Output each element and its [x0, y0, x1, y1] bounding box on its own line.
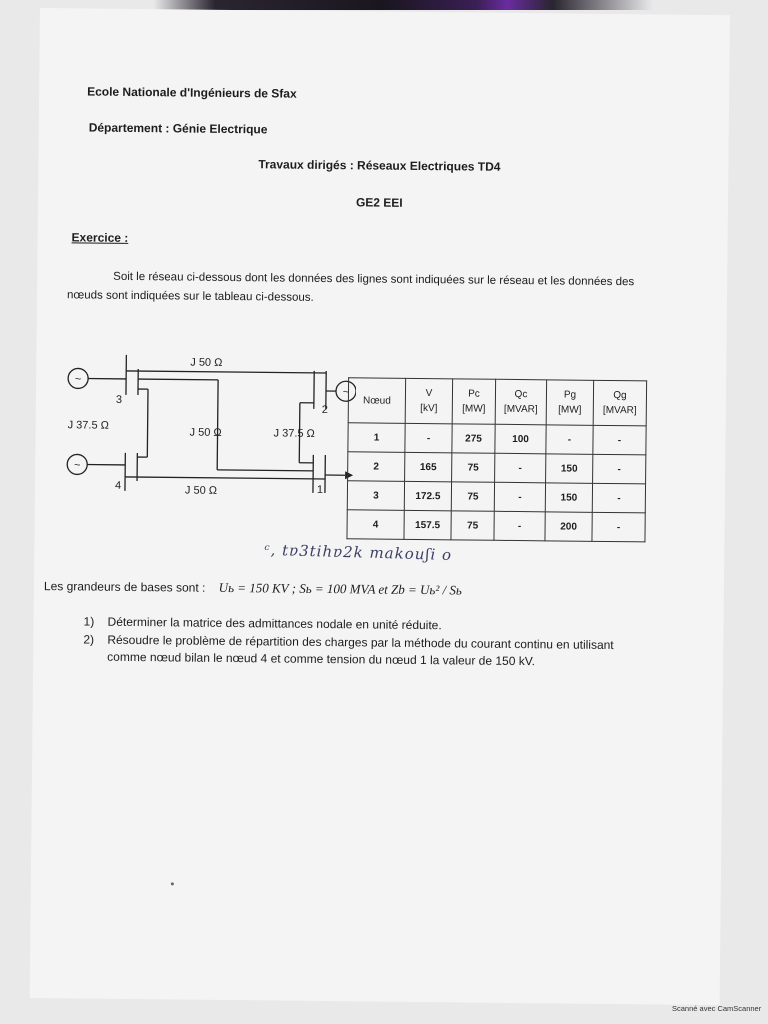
- svg-text:~: ~: [74, 373, 82, 386]
- table-row: [348, 452, 646, 484]
- table-cell: 1: [348, 423, 405, 453]
- table-cell: -: [405, 423, 452, 452]
- generator-bus4-icon: [67, 454, 87, 474]
- header-v: V [kV]: [405, 378, 452, 423]
- svg-text:~: ~: [73, 459, 81, 472]
- bases-label: Les grandeurs de bases sont :: [43, 579, 206, 595]
- table-cell: 275: [452, 424, 495, 453]
- table-cell: 75: [451, 511, 494, 540]
- bases-formula: Uь = 150 KV ; Sь = 100 MVA et Zb = Uь² / Sь: [218, 579, 462, 598]
- table-cell: 150: [545, 483, 592, 512]
- header-pc: Pc [MW]: [452, 379, 495, 424]
- table-cell: -: [495, 453, 546, 483]
- department: Département : Génie Electrique: [88, 120, 268, 137]
- base-quantities: [44, 578, 462, 598]
- scanner-watermark: Scanné avec CamScanner: [672, 1004, 762, 1013]
- table-cell: 157.5: [404, 510, 451, 539]
- question-number: 1): [83, 614, 95, 629]
- handwritten-note: ᶜ, tɐ3tihɐ2k makouʃi o: [264, 540, 453, 564]
- node-data-table: [346, 377, 647, 542]
- exercise-intro-line2: nœuds sont indiquées sur le tableau ci-dessous.: [66, 289, 314, 304]
- table-row: [348, 423, 646, 455]
- question-1: [84, 614, 442, 632]
- exercise-intro-line1: Soit le réseau ci-dessous dont les données des lignes sont indiquées sur le réseau et les données des: [113, 270, 635, 289]
- table-header-row: [348, 378, 646, 426]
- header-noeud: Nœud: [348, 378, 405, 424]
- line-label-top: J 50 Ω: [190, 356, 223, 369]
- table-cell: 75: [451, 482, 494, 511]
- line-label-bottom: J 50 Ω: [184, 484, 218, 497]
- generator-bus3-icon: [68, 368, 88, 388]
- question-text: Résoudre le problème de répartition des charges par la méthode du courant continu en utilisant: [107, 632, 614, 653]
- school-name: Ecole Nationale d'Ingénieurs de Sfax: [87, 84, 297, 101]
- table-row: [347, 481, 645, 513]
- question-2-continued: comme nœud bilan le nœud 4 et comme tension du nœud 1 la valeur de 150 kV.: [107, 649, 536, 669]
- table-cell: 75: [452, 453, 495, 482]
- bus-label-2: 2: [321, 403, 328, 417]
- table-cell: 150: [546, 454, 593, 483]
- header-qc: Qc [MVAR]: [495, 379, 546, 425]
- class-groups: GE2 EEI: [355, 195, 403, 210]
- line-label-right: J 37.5 Ω: [273, 427, 315, 440]
- table-cell: 4: [347, 510, 404, 540]
- table-cell: 2: [348, 452, 405, 482]
- table-cell: 165: [405, 452, 452, 481]
- bus-label-3: 3: [115, 393, 123, 406]
- table-cell: -: [593, 454, 646, 484]
- svg-text:~: ~: [342, 386, 350, 399]
- question-2: [83, 632, 613, 652]
- table-cell: -: [494, 482, 545, 512]
- exercise-title: Exercice :: [71, 230, 129, 245]
- question-text: Déterminer la matrice des admittances nodale en unité réduite.: [107, 614, 442, 633]
- table-cell: -: [592, 483, 645, 513]
- scan-speck: [171, 882, 174, 885]
- table-cell: 200: [545, 512, 592, 541]
- table-cell: -: [592, 512, 645, 542]
- table-row: [347, 510, 645, 542]
- course-title: Travaux dirigés : Réseaux Electriques TD4: [258, 157, 501, 174]
- table-cell: -: [494, 511, 545, 541]
- table-cell: -: [546, 425, 593, 454]
- bus-label-1: 1: [316, 483, 324, 496]
- table-cell: 100: [495, 424, 546, 454]
- bus-label-4: 4: [114, 479, 122, 492]
- network-diagram: [55, 348, 357, 511]
- line-label-middle: J 50 Ω: [189, 426, 222, 439]
- header-qg: Qg [MVAR]: [593, 380, 646, 426]
- table-cell: 172.5: [404, 481, 451, 510]
- table-cell: -: [593, 425, 646, 455]
- table-cell: 3: [347, 481, 404, 511]
- line-label-left: J 37.5 Ω: [67, 419, 109, 432]
- document-page: [30, 8, 730, 1005]
- header-pg: Pg [MW]: [546, 380, 593, 425]
- question-number: 2): [83, 632, 95, 647]
